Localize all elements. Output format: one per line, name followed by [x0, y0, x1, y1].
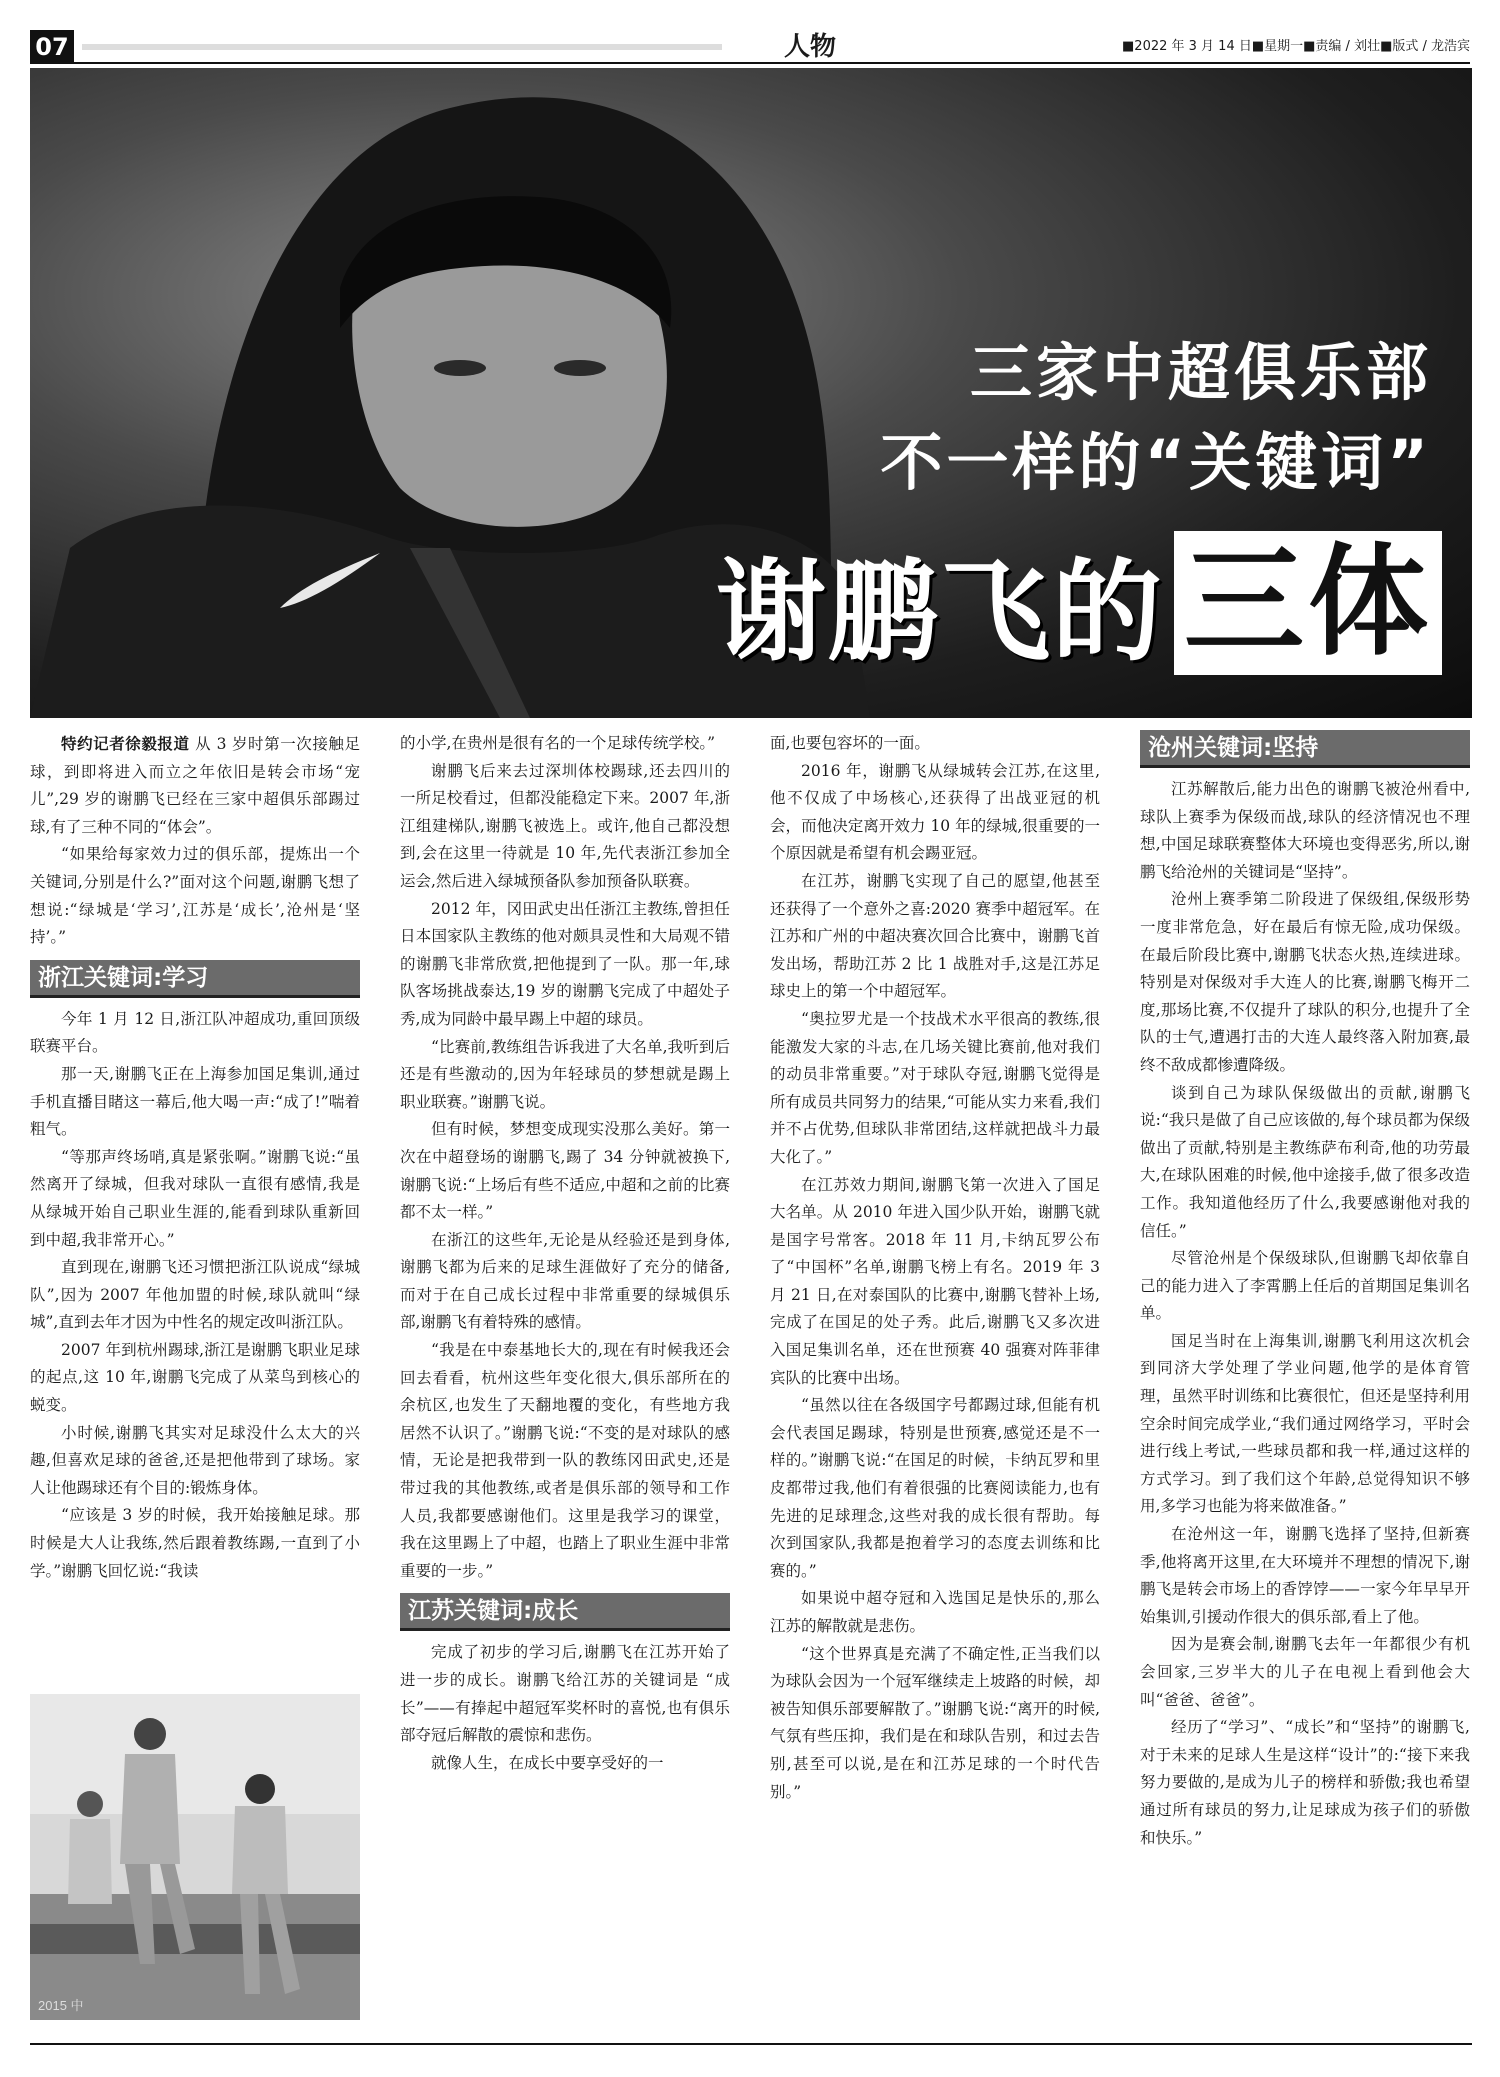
- paragraph: 国足当时在上海集训,谢鹏飞利用这次机会到同济大学处理了学业问题,他学的是体育管理，虽然平时训练和比赛很忙，但还是坚持利用空余时间完成学业,“我们通过网络学习，平时会进行线上考试,一些球员都和我一样,通过这样的方式学习。到了我们这个年龄,总觉得知识不够用,多学习也能为将来做准备。”: [1140, 1331, 1470, 1516]
- hero-photo: [30, 68, 1472, 718]
- paragraph: [30, 730, 360, 841]
- subhead-jiangsu: 江苏关键词:成长: [400, 1593, 730, 1631]
- paragraph: 因为是赛会制,谢鹏飞去年一年都很少有机会回家,三岁半大的儿子在电视上看到他会大叫“爸爸、爸爸”。: [1140, 1635, 1470, 1709]
- paragraph: 如果说中超夺冠和入选国足是快乐的,那么江苏的解散就是悲伤。: [770, 1589, 1100, 1635]
- paragraph: 2007 年到杭州踢球,浙江是谢鹏飞职业足球的起点,这 10 年,谢鹏飞完成了从菜鸟到核心的蜕变。: [30, 1340, 360, 1415]
- paragraph: 就像人生，在成长中要享受好的一: [431, 1753, 664, 1772]
- bottom-rule: [30, 2043, 1472, 2045]
- main-title-part-2: 三体: [1174, 531, 1442, 675]
- paragraph-text: 从 3 岁时第一次接触足球，到即将进入而立之年依旧是转会市场“宠儿”,29 岁的谢鹏飞已经在三家中超俱乐部踢过球,有了三种不同的“体会”。: [30, 735, 360, 836]
- paragraph: 今年 1 月 12 日,浙江队冲超成功,重回顶级联赛平台。: [30, 1009, 360, 1056]
- paragraph: 尽管沧州是个保级球队,但谢鹏飞却依靠自己的能力进入了李霄鹏上任后的首期国足集训名单。: [1140, 1249, 1470, 1323]
- article-column-3: [770, 730, 1100, 1806]
- page-number: 07: [30, 30, 74, 64]
- photo-board-label: 2015 中: [38, 1998, 84, 2013]
- paragraph: “应该是 3 岁的时候，我开始接触足球。那时候是大人让我练,然后跟着教练踢,一直到了小学。”谢鹏飞回忆说:“我读: [30, 1506, 360, 1580]
- paragraph: 面,也要包容坏的一面。: [770, 734, 930, 752]
- paragraph: 在江苏，谢鹏飞实现了自己的愿望,他甚至还获得了一个意外之喜:2020 赛季中超冠军。在江苏和广州的中超决赛次回合比赛中，谢鹏飞首发出场，帮助江苏 2 比 1 战胜对手,这是江苏足球史上的第一个中超冠军。: [770, 871, 1100, 1001]
- paragraph: “等那声终场哨,真是紧张啊。”谢鹏飞说:“虽然离开了绿城，但我对球队一直很有感情,我是从绿城开始自己职业生涯的,能看到球队重新回到中超,我非常开心。”: [30, 1147, 360, 1249]
- match-photo: [30, 1694, 360, 2020]
- paragraph: 江苏解散后,能力出色的谢鹏飞被沧州看中,球队上赛季为保级而战,球队的经济情况也不理想,中国足球联赛整体大环境也变得恶劣,所以,谢鹏飞给沧州的关键词是“坚持”。: [1140, 780, 1470, 881]
- main-title-part-1: 谢鹏飞的: [716, 548, 1164, 676]
- paragraph: 2016 年，谢鹏飞从绿城转会江苏,在这里,他不仅成了中场核心,还获得了出战亚冠的机会，而他决定离开效力 10 年的绿城,很重要的一个原因就是希望有机会踢亚冠。: [770, 761, 1100, 863]
- paragraph: “奥拉罗尤是一个技战术水平很高的教练,很能激发大家的斗志,在几场关键比赛前,他对我们的动员非常重要。”对于球队夺冠,谢鹏飞觉得是所有成员共同努力的结果,“可能从实力来看,我们并不占优势,但球队非常团结,这样就把战斗力最大化了。”: [770, 1009, 1100, 1166]
- paragraph: 小时候,谢鹏飞其实对足球没什么太大的兴趣,但喜欢足球的爸爸,还是把他带到了球场。家人让他踢球还有个目的:锻炼身体。: [30, 1423, 360, 1497]
- paragraph: “虽然以往在各级国字号都踢过球,但能有机会代表国足踢球，特别是世预赛,感觉还是不一样的。”谢鹏飞说:“在国足的时候，卡纳瓦罗和里皮都带过我,他们有着很强的比赛阅读能力,也有先进的足球理念,这些对我的成长很有帮助。每次到国家队,我都是抱着学习的态度去训练和比赛的。”: [770, 1396, 1100, 1580]
- paragraph: 在沧州这一年，谢鹏飞选择了坚持,但新赛季,他将离开这里,在大环境并不理想的情况下,谢鹏飞是转会市场上的香饽饽——一家今年早早开始集训,引援动作很大的俱乐部,看上了他。: [1140, 1525, 1470, 1626]
- paragraph: 2012 年，冈田武史出任浙江主教练,曾担任日本国家队主教练的他对颇具灵性和大局观不错的谢鹏飞非常欣赏,把他提到了一队。那一年,球队客场挑战泰达,19 岁的谢鹏飞完成了中超处子秀,成为同龄中最早踢上中超的球员。: [400, 899, 730, 1028]
- paragraph: 经历了“学习”、“成长”和“坚持”的谢鹏飞,对于未来的足球人生是这样“设计”的:“接下来我努力要做的,是成为儿子的榜样和骄傲;我也希望通过所有球员的努力,让足球成为孩子们的骄傲和快乐。”: [1140, 1718, 1470, 1847]
- paragraph: 那一天,谢鹏飞正在上海参加国足集训,通过手机直播目睹这一幕后,他大喝一声:“成了!”喘着粗气。: [30, 1064, 360, 1139]
- headline-line-1: 三家中超俱乐部: [969, 336, 1432, 409]
- header-rule: [82, 44, 722, 50]
- headline-line-2: 不一样的“关键词”: [880, 426, 1432, 499]
- paragraph: “如果给每家效力过的俱乐部，提炼出一个关键词,分别是什么?”面对这个问题,谢鹏飞想了想说:“绿城是‘学习’,江苏是‘成长’,沧州是‘坚持’。”: [30, 845, 360, 947]
- paragraph: 谢鹏飞后来去过深圳体校踢球,还去四川的一所足校看过，但都没能稳定下来。2007 年,浙江组建梯队,谢鹏飞被选上。或许,他自己都没想到,会在这里一待就是 10 年,先代表浙江参加全运会,然后进入绿城预备队参加预备队联赛。: [400, 761, 730, 890]
- paragraph: 在江苏效力期间,谢鹏飞第一次进入了国足大名单。从 2010 年进入国少队开始，谢鹏飞就是国字号常客。2018 年 11 月,卡纳瓦罗公布了“中国杯”名单,谢鹏飞榜上有名。2019 年 3 月 21 日,在对泰国队的比赛中,谢鹏飞替补上场,完成了在国足的处子秀。此后,谢鹏飞又多次进入国足集训名单，还在世预赛 40 强赛对阵菲律宾队的比赛中出场。: [770, 1175, 1100, 1387]
- hero-headline: [881, 328, 1433, 508]
- article-column-2: [400, 730, 730, 1777]
- paragraph: “我是在中泰基地长大的,现在有时候我还会回去看看，杭州这些年变化很大,俱乐部所在的余杭区,也发生了天翻地覆的变化，有些地方我居然不认识了。”谢鹏飞说:“不变的是对球队的感情，无论是把我带到一队的教练冈田武史,还是带过我的其他教练,或者是俱乐部的领导和工作人员,我都要感谢他们。这里是我学习的课堂，我在这里踢上了中超，也踏上了职业生涯中非常重要的一步。”: [400, 1341, 730, 1580]
- paragraph: 直到现在,谢鹏飞还习惯把浙江队说成“绿城队”,因为 2007 年他加盟的时候,球队就叫“绿城”,直到去年才因为中性名的规定改叫浙江队。: [30, 1258, 360, 1332]
- paragraph: 在浙江的这些年,无论是从经验还是到身体,谢鹏飞都为后来的足球生涯做好了充分的储备,而对于在自己成长过程中非常重要的绿城俱乐部,谢鹏飞有着特殊的感情。: [400, 1230, 730, 1332]
- article-column-4: [1140, 722, 1470, 1852]
- main-title: [716, 524, 1442, 682]
- paragraph: “这个世界真是充满了不确定性,正当我们以为球队会因为一个冠军继续走上坡路的时候，却被告知俱乐部要解散了。”谢鹏飞说:“离开的时候,气氛有些压抑，我们是在和球队告别，和过去告别,甚至可以说,是在和江苏足球的一个时代告别。”: [770, 1644, 1100, 1801]
- byline: 特约记者徐毅报道: [61, 734, 190, 753]
- subhead-cangzhou: 沧州关键词:坚持: [1140, 730, 1470, 768]
- article-column-1: [30, 730, 360, 1585]
- paragraph: 但有时候，梦想变成现实没那么美好。第一次在中超登场的谢鹏飞,踢了 34 分钟就被换下,谢鹏飞说:“上场后有些不适应,中超和之前的比赛都不太一样。”: [400, 1120, 730, 1222]
- issue-meta: ■2022 年 3 月 14 日■星期一■责编 / 刘壮■版式 / 龙浩宾: [1122, 39, 1470, 54]
- paragraph: 谈到自己为球队保级做出的贡献,谢鹏飞说:“我只是做了自己应该做的,每个球员都为保级做出了贡献,特别是主教练萨布利奇,他的功劳最大,在球队困难的时候,他中途接手,做了很多改造工作。我知道他经历了什么,我要感谢他对我的信任。”: [1140, 1083, 1470, 1240]
- subhead-zhejiang: 浙江关键词:学习: [30, 960, 360, 998]
- page-header: [30, 30, 1470, 64]
- paragraph: 沧州上赛季第二阶段进了保级组,保级形势一度非常危急，好在最后有惊无险,成功保级。在最后阶段比赛中,谢鹏飞状态火热,连续进球。特别是对保级对手大连人的比赛,谢鹏飞梅开二度,那场比赛,不仅提升了球队的积分,也提升了全队的士气,遭遇打击的大连人最终落入附加赛,最终不敌成都惨遭降级。: [1140, 890, 1470, 1074]
- paragraph: “比赛前,教练组告诉我进了大名单,我听到后还是有些激动的,因为年轻球员的梦想就是踢上职业联赛。”谢鹏飞说。: [400, 1037, 730, 1111]
- paragraph: 完成了初步的学习后,谢鹏飞在江苏开始了进一步的成长。谢鹏飞给江苏的关键词是 “成长”——有捧起中超冠军奖杯时的喜悦,也有俱乐部夺冠后解散的震惊和悲伤。: [400, 1643, 730, 1745]
- section-name: 人物: [783, 32, 836, 62]
- paragraph: 的小学,在贵州是很有名的一个足球传统学校。”: [400, 734, 716, 752]
